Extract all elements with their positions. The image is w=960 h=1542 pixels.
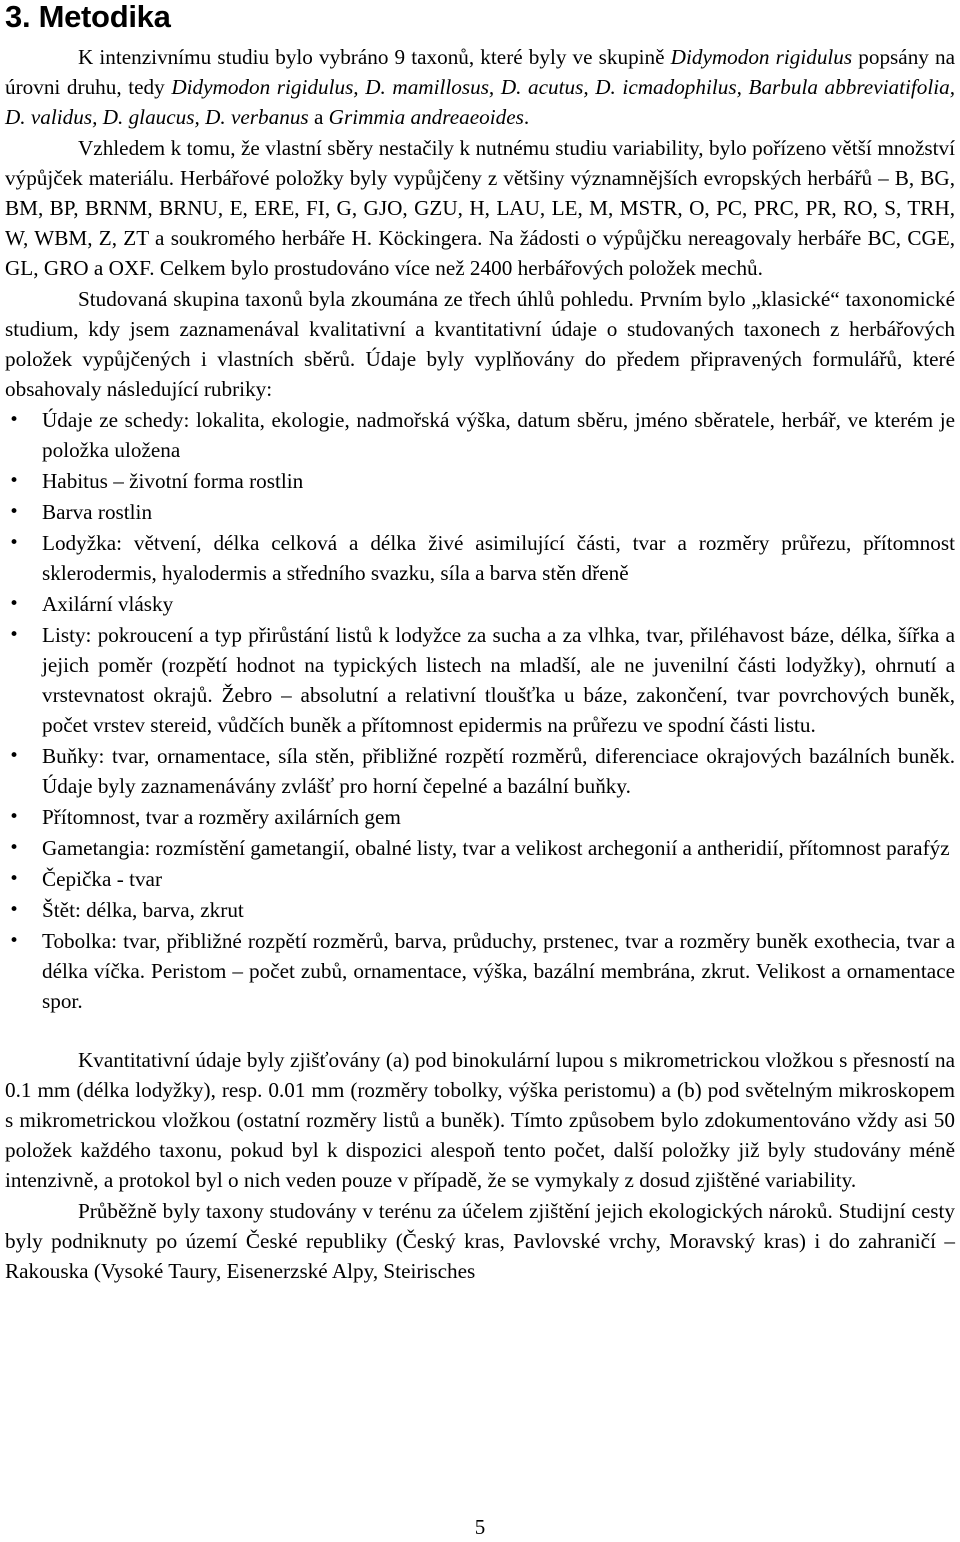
list-item (5, 466, 955, 496)
intro-text-3: a (308, 105, 329, 129)
bullet-icon: • (9, 869, 20, 889)
quantitative-paragraph: Kvantitativní údaje byly zjišťovány (a) pod binokulární lupou s mikrometrickou vložkou s přesností na 0.1 mm (délka lodyžky), resp. 0.01 mm (rozměry tobolky, výška peristomu) a (b) pod světelným mikroskopem s mikrometrickou vložkou (ostatní rozměry listů a buněk). Tímto způsobem bylo zdokumentováno vždy asi 50 položek každého taxonu, pokud byl k dispozici alespoň tento počet, další položky již byly studovány méně intenzivně, a protokol byl o nich veden pouze v případě, že se vymykaly z dosud zjištěné variability. (5, 1048, 955, 1192)
bullet-icon: • (9, 502, 20, 522)
bullet-icon: • (9, 746, 20, 766)
loans-paragraph: Vzhledem k tomu, že vlastní sběry nestačily k nutnému studiu variability, bylo pořízeno větší množství výpůjček materiálu. Herbářové položky byly vypůjčeny z většiny významnějších evropských herbářů – B, BG, BM, BP, BRNM, BRNU, E, ERE, FI, G, GJO, GZU, H, LAU, LE, M, MSTR, O, PC, PRC, PR, RO, S, TRH, W, WBM, Z, ZT a soukromého herbáře H. Köckingera. Na žádosti o výpůjčku nereagovaly herbáře BC, CGE, GL, GRO a OXF. Celkem bylo prostudováno více než 2400 herbářových položek mechů. (5, 136, 955, 280)
list-item (5, 741, 955, 801)
bullet-icon: • (9, 625, 20, 645)
intro-paragraph (5, 42, 955, 132)
bullet-icon: • (9, 931, 20, 951)
rubric-text: Axilární vlásky (42, 592, 174, 616)
bullet-icon: • (9, 838, 20, 858)
rubric-list (5, 405, 955, 1017)
list-item (5, 528, 955, 588)
approach-paragraph: Studovaná skupina taxonů byla zkoumána ze třech úhlů pohledu. Prvním bylo „klasické“ taxonomické studium, kdy jsem zaznamenával kvalitativní a kvantitativní údaje o studovaných taxonech z herbářových položek vypůjčených i vlastních sběrů. Údaje byly vyplňovány do předem připravených formulářů, které obsahovaly následující rubriky: (5, 287, 955, 401)
rubric-text: Gametangia: rozmístění gametangií, obalné listy, tvar a velikost archegonií a antheridií, přítomnost parafýz (42, 836, 950, 860)
list-item (5, 802, 955, 832)
list-item (5, 926, 955, 1016)
page-number: 5 (474, 1515, 486, 1539)
rubric-text: Habitus – životní forma rostlin (42, 469, 304, 493)
list-item (5, 895, 955, 925)
list-item (5, 620, 955, 740)
bullet-icon: • (9, 410, 20, 430)
rubric-text: Čepička - tvar (42, 867, 163, 891)
intro-text-1: K intenzivnímu studiu bylo vybráno 9 taxonů, které byly ve skupině (78, 45, 671, 69)
rubric-text: Lodyžka: větvení, délka celková a délka živé asimilující části, tvar a rozměry průřezu, přítomnost sklerodermis, hyalodermis a středního svazku, síla a barva stěn dřeně (42, 531, 955, 585)
intro-text-4: . (523, 105, 530, 129)
rubric-text: Listy: pokroucení a typ přirůstání listů k lodyžce za sucha a za vlhka, tvar, přiléhavost báze, délka, šířka a jejich poměr (rozpětí hodnot na typických listech na mladší, ale ne juvenilní části lodyžky), ohrnutí a vrstevnatost okrajů. Žebro – absolutní a relativní tloušťka u báze, zakončení, tvar povrchových buněk, počet vrstev stereid, vůdčích buněk a přítomnost epidermis na průřezu ve spodní části listu. (42, 623, 955, 737)
fieldwork-paragraph: Průběžně byly taxony studovány v terénu za účelem zjištění jejich ekologických nároků. Studijní cesty byly podniknuty po území České republiky (Český kras, Pavlovské vrchy, Moravský kras) i do zahraničí – Rakouska (Vysoké Taury, Eisenerzské Alpy, Steirisches (5, 1199, 955, 1283)
list-item (5, 589, 955, 619)
list-item (5, 405, 955, 465)
bullet-icon: • (9, 807, 20, 827)
bullet-icon: • (9, 471, 20, 491)
rubric-text: Přítomnost, tvar a rozměry axilárních gem (42, 805, 401, 829)
rubric-text: Tobolka: tvar, přibližné rozpětí rozměrů, barva, průduchy, prstenec, tvar a rozměry buněk exothecia, tvar a délka víčka. Peristom – počet zubů, ornamentace, výška, bazální membrána, zkrut. Velikost a ornamentace spor. (42, 929, 955, 1013)
bullet-icon: • (9, 900, 20, 920)
list-item (5, 833, 955, 863)
bullet-icon: • (9, 594, 20, 614)
list-item (5, 497, 955, 527)
taxon-grimmia: Grimmia andreaeoides (328, 105, 524, 129)
rubric-text: Barva rostlin (42, 500, 153, 524)
rubric-text: Štět: délka, barva, zkrut (42, 898, 244, 922)
taxon-name-group: Didymodon rigidulus (670, 45, 853, 69)
section-heading: 3. Metodika (5, 0, 171, 34)
bullet-icon: • (9, 533, 20, 553)
list-item (5, 864, 955, 894)
intro-text-2: popsány na úrovni druhu, tedy (5, 45, 955, 99)
taxon-list: Didymodon rigidulus, D. mamillosus, D. acutus, D. icmadophilus, Barbula abbreviatifolia, D. validus, D. glaucus, D. verbanus (5, 75, 955, 129)
rubric-text: Buňky: tvar, ornamentace, síla stěn, přibližné rozpětí rozměrů, diferenciace okrajových bazálních buněk. Údaje byly zaznamenávány zvlášť pro horní čepelné a bazální buňky. (42, 744, 955, 798)
rubric-text: Údaje ze schedy: lokalita, ekologie, nadmořská výška, datum sběru, jméno sběratele, herbář, ve kterém je položka uložena (42, 408, 955, 462)
